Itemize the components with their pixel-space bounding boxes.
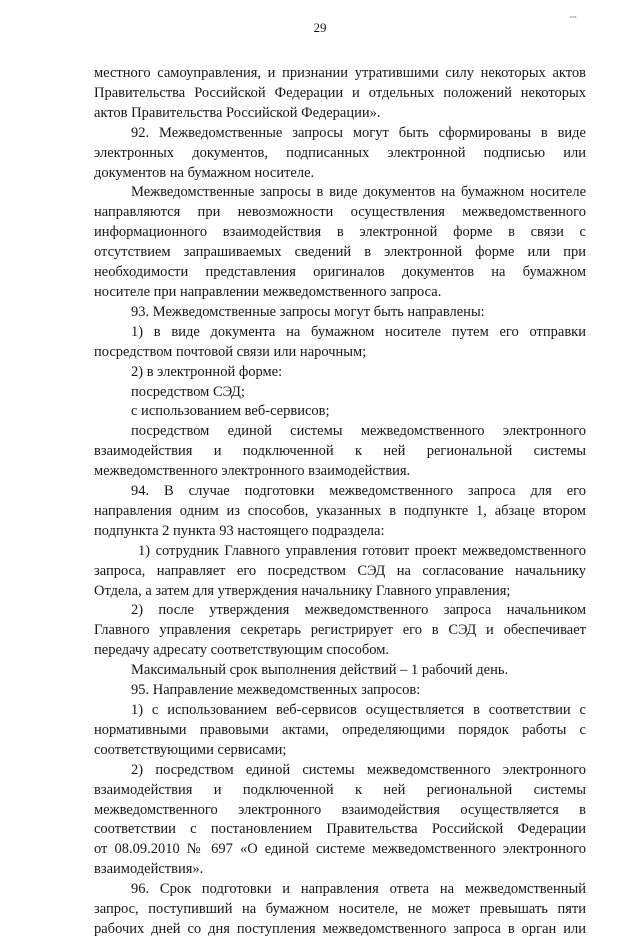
- text-line: Отдела, а затем для утверждения начальнику Главного управления;: [94, 582, 511, 599]
- text-line: межведомственного электронного взаимодействия осуществляется в: [94, 801, 586, 818]
- text-line: Максимальный срок выполнения действий – 1 рабочий день.: [131, 662, 509, 679]
- text-line: посредством почтовой связи или нарочным;: [94, 343, 367, 360]
- text-line: соответствии с постановлением Правительства Российской Федерации: [94, 821, 586, 838]
- text-line: запрос, поступивший на бумажном носителе, не может превышать пяти: [94, 901, 586, 918]
- text-line: информационного взаимодействия в электронной форме в связи с: [94, 224, 586, 241]
- text-line: направления одним из способов, указанных в подпункте 1, абзаце втором: [94, 502, 586, 519]
- text-line: 94. В случае подготовки межведомственного запроса для его: [131, 483, 586, 500]
- text-line: документов на бумажном носителе.: [94, 164, 315, 181]
- text-line: отсутствием запрашиваемых сведений в электронной форме или при: [94, 244, 586, 261]
- scan-mark: ꟷ: [570, 13, 577, 22]
- text-line: Главного управления секретарь регистрирует его в СЭД и обеспечивает: [94, 622, 586, 639]
- text-line: 96. Срок подготовки и направления ответа на межведомственный: [131, 881, 586, 898]
- text-line: с использованием веб-сервисов;: [131, 403, 330, 420]
- text-line: Правительства Российской Федерации и отдельных положений некоторых: [94, 84, 586, 101]
- text-line: соответствующими сервисами;: [94, 741, 287, 758]
- text-line: Межведомственные запросы в виде документов на бумажном носителе: [131, 184, 586, 201]
- text-line: 2) после утверждения межведомственного запроса начальником: [131, 602, 586, 619]
- text-line: запроса, направляет его посредством СЭД на согласование начальнику: [94, 562, 586, 579]
- text-line: нормативными правовыми актами, определяющими порядок работы с: [94, 721, 586, 738]
- text-line: местного самоуправления, и признании утратившими силу некоторых актов: [94, 65, 586, 81]
- text-line: актов Правительства Российской Федерации».: [94, 104, 381, 121]
- text-line: 2) посредством единой системы межведомственного электронного: [131, 761, 586, 778]
- text-line: 1) в виде документа на бумажном носителе путем его отправки: [131, 323, 586, 340]
- text-line: рабочих дней со дня поступления межведомственного запроса в орган или: [94, 920, 586, 937]
- text-line: необходимости представления оригиналов документов на бумажном: [94, 264, 586, 281]
- text-line: передачу адресату соответствующим способом.: [94, 642, 390, 659]
- text-line: носителе при направлении межведомственного запроса.: [94, 283, 442, 300]
- page-number: 29: [313, 20, 327, 35]
- document-body: [94, 64, 586, 940]
- text-line: взаимодействия».: [94, 861, 204, 878]
- text-line: 1) с использованием веб-сервисов осуществляется в соответствии с: [131, 702, 586, 718]
- text-line: 93. Межведомственные запросы могут быть направлены:: [131, 303, 485, 320]
- text-line: посредством СЭД;: [131, 383, 245, 400]
- text-line: 92. Межведомственные запросы могут быть сформированы в виде: [131, 124, 586, 141]
- text-line: 2) в электронной форме:: [131, 363, 283, 380]
- text-line: 1) сотрудник Главного управления готовит проект межведомственного: [138, 542, 586, 559]
- text-line: подпункта 2 пункта 93 настоящего подраздела:: [94, 522, 385, 539]
- text-line: взаимодействия и подключенной к ней региональной системы: [94, 443, 586, 460]
- text-line: направляются при невозможности осуществления межведомственного: [94, 204, 586, 221]
- text-line: 95. Направление межведомственных запросов:: [131, 682, 421, 699]
- text-line: взаимодействия и подключенной к ней региональной системы: [94, 781, 586, 798]
- text-line: электронных документов, подписанных электронной подписью или: [94, 144, 586, 161]
- text-line: посредством единой системы межведомственного электронного: [131, 423, 586, 440]
- text-line: от 08.09.2010 № 697 «О единой системе межведомственного электронного: [94, 841, 586, 858]
- text-line: межведомственного электронного взаимодействия.: [94, 463, 411, 480]
